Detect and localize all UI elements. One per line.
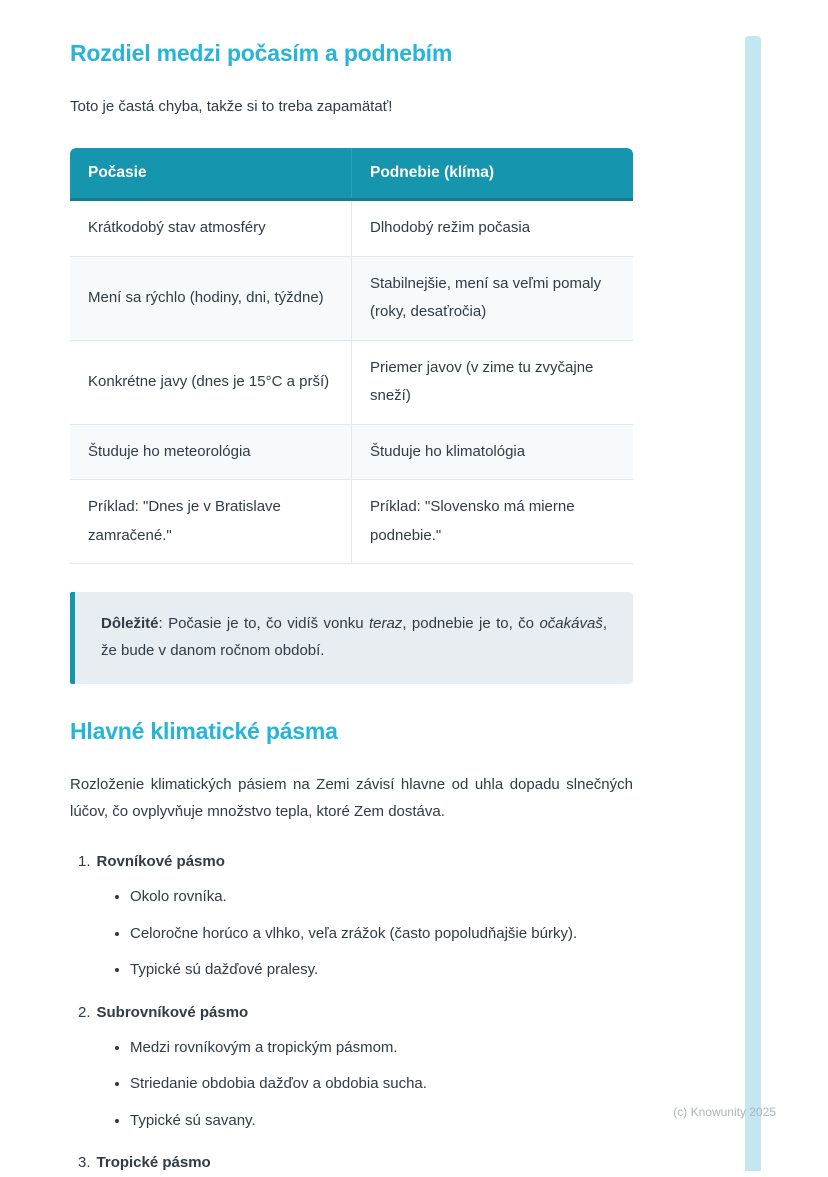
list-item-tropical: [78, 1154, 633, 1171]
list-item-number: 2.: [78, 1003, 91, 1021]
callout-text: , že bude v danom ročnom období.: [101, 615, 607, 659]
callout-text: , podnebie je to, čo: [402, 615, 540, 632]
table-cell: Konkrétne javy (dnes je 15°C a prší): [70, 340, 352, 424]
climate-zones-list: [70, 853, 633, 1171]
bullet-list: [78, 1037, 633, 1133]
right-accent-bar: [745, 36, 761, 1171]
table-cell: Dlhodobý režim počasia: [352, 200, 634, 257]
list-item-subequatorial: [78, 1004, 633, 1021]
section-title-weather-vs-climate: Rozdiel medzi počasím a podnebím: [70, 40, 453, 66]
table-cell: Stabilnejšie, mení sa veľmi pomaly (roky, desaťročia): [352, 256, 634, 340]
table-cell: Priemer javov (v zime tu zvyčajne sneží): [352, 340, 634, 424]
table-row: [70, 480, 633, 564]
table-header-pocasie: Počasie: [70, 148, 352, 200]
callout-text: : Počasie je to, čo vidíš vonku: [158, 615, 369, 632]
callout-italic: teraz: [368, 615, 403, 632]
table-header-row: [70, 148, 633, 200]
list-item-number: 1.: [78, 853, 91, 870]
callout-italic: očakávaš: [539, 615, 603, 632]
callout-label: Dôležité: [101, 615, 159, 632]
list-item-equatorial: [78, 853, 633, 870]
bullet-item: • Celoročne horúco a vlhko, veľa zrážok (často popoludňajšie búrky).: [130, 923, 633, 946]
table-cell: Príklad: "Dnes je v Bratislave zamračené.": [70, 480, 352, 564]
table-cell: Študuje ho meteorológia: [70, 424, 352, 480]
list-item-title: Subrovníkové pásmo: [96, 1003, 249, 1021]
comparison-table: [70, 148, 633, 564]
bullet-item: • Typické sú dažďové pralesy.: [130, 959, 633, 982]
bullet-item: • Typické sú savany.: [130, 1110, 633, 1133]
section-title-climate-zones: Hlavné klimatické pásma: [70, 718, 338, 744]
table-cell: Príklad: "Slovensko má mierne podnebie.": [352, 480, 634, 564]
table-cell: Mení sa rýchlo (hodiny, dni, týždne): [70, 256, 352, 340]
bullet-item: • Okolo rovníka.: [130, 886, 633, 909]
table-row: [70, 340, 633, 424]
list-item-number: 3.: [78, 1154, 91, 1171]
table-row: [70, 256, 633, 340]
section2-intro: Rozloženie klimatických pásiem na Zemi závisí hlavne od uhla dopadu slnečných lúčov, čo ovplyvňuje množstvo tepla, ktoré Zem dostáva.: [70, 776, 633, 820]
table-row: [70, 200, 633, 257]
table-cell: Krátkodobý stav atmosféry: [70, 200, 352, 257]
list-item-title: Rovníkové pásmo: [96, 853, 225, 870]
bullet-item: • Striedanie obdobia dažďov a obdobia sucha.: [130, 1073, 633, 1096]
bullet-list: [78, 886, 633, 982]
section1-intro: Toto je častá chyba, takže si to treba zapamätať!: [70, 98, 393, 115]
copyright-note: (c) Knowunity 2025: [673, 1105, 776, 1119]
table-header-podnebie: Podnebie (klíma): [352, 148, 634, 200]
document-page: [70, 40, 633, 1177]
table-row: [70, 424, 633, 480]
list-item-title: Tropické pásmo: [96, 1154, 211, 1171]
important-callout: [70, 592, 633, 684]
table-cell: Študuje ho klimatológia: [352, 424, 634, 480]
bullet-item: • Medzi rovníkovým a tropickým pásmom.: [130, 1037, 633, 1060]
